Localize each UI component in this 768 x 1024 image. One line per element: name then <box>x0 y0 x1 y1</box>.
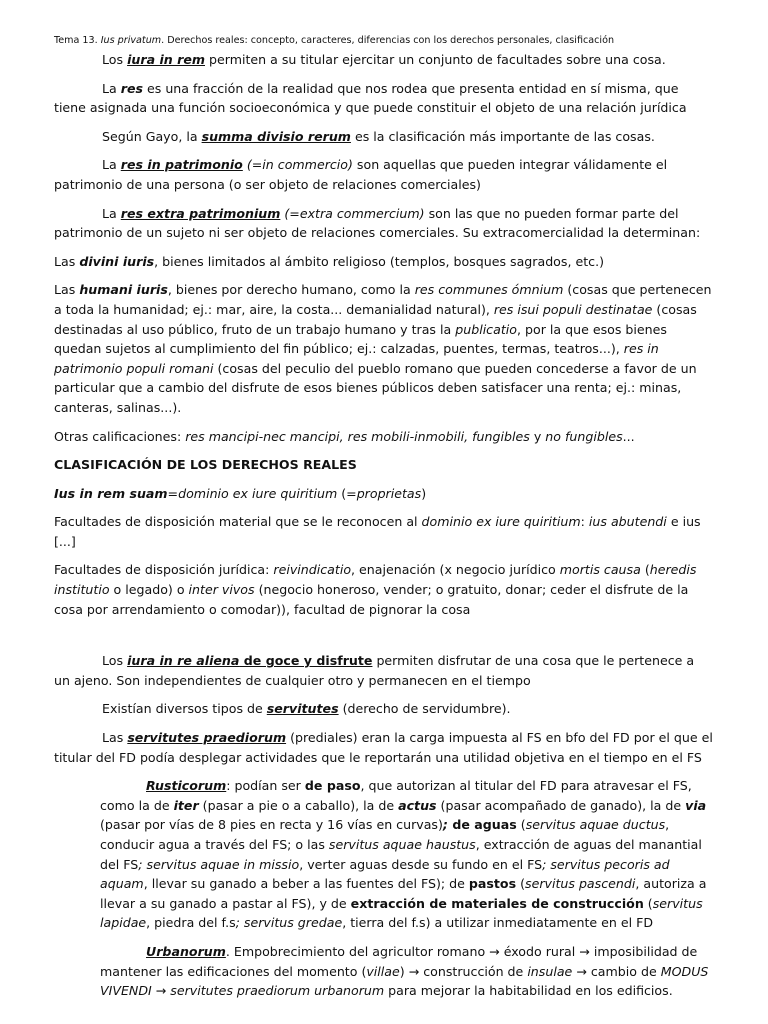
text: es la clasificación más importante de las cosas. <box>350 128 655 144</box>
italic-text: insulae <box>527 963 573 979</box>
term: de goce y disfrute <box>239 653 373 669</box>
italic-text: reivindicatio <box>273 562 352 578</box>
paragraph-rusticorum <box>100 776 714 933</box>
paragraph-res <box>54 79 714 118</box>
italic-text: villae <box>366 963 400 979</box>
italic-text: servitus aquae haustus <box>328 837 476 852</box>
bold-text: de paso <box>304 778 361 794</box>
bold-text: de aguas <box>447 817 517 833</box>
text: , bienes limitados al ámbito religioso (templos, bosques sagrados, etc.) <box>154 253 604 269</box>
text: o legado) o <box>109 582 189 598</box>
text: , bienes por derecho humano, como la <box>167 282 415 298</box>
italic-text: res in patrimonio populi romani <box>54 341 659 376</box>
term: res in patrimonio <box>120 157 243 173</box>
text: (pasar por vías de 8 pies en recta y 16 vías en curvas) <box>100 817 443 833</box>
text: , tierra del f.s) a utilizar inmediatamente en el FD <box>342 915 654 931</box>
term: iura in rem <box>127 52 205 67</box>
text: (derecho de servidumbre). <box>338 701 511 717</box>
text: Según Gayo, la <box>102 128 202 144</box>
italic-text: no fungibles <box>545 428 623 444</box>
text: (pasar a pie o a caballo), la de <box>198 797 399 813</box>
italic-text: =dominio ex iure quiritium <box>167 485 338 501</box>
paragraph-iura-in-re-aliena <box>54 651 714 690</box>
page-header <box>54 34 714 48</box>
italic-text: res isui populi destinatae <box>493 301 653 317</box>
paragraph-humani-iuris <box>54 280 714 417</box>
italic-text: proprietas <box>356 485 422 501</box>
term: iura in re aliena <box>127 653 240 669</box>
text: Existían diversos tipos de <box>102 701 267 717</box>
text: , llevar su ganado a beber a las fuentes del FS); de <box>143 876 469 892</box>
text: (= <box>337 485 357 501</box>
italic-text: ius abutendi <box>588 514 667 530</box>
italic-text: mortis causa <box>559 562 641 578</box>
italic-text: ; servitus pecoris ad aquam <box>100 856 670 892</box>
italic-text: (=extra commercium) <box>280 205 425 221</box>
text: ( <box>516 817 526 833</box>
text: e ius [...] <box>54 514 701 549</box>
paragraph-otras-calificaciones <box>54 427 714 447</box>
text: Facultades de disposición material que se le reconocen al <box>54 514 422 530</box>
italic-text: inter vivos <box>188 582 255 598</box>
header-prefix: Tema 13. <box>54 35 101 46</box>
text: son las que no pueden formar parte del patrimonio de un sujeto ni ser objeto de relaciones comerciales. Su extracomercialidad la determinan: <box>54 205 701 241</box>
bold-text: pastos <box>468 876 517 892</box>
text: ) → construcción de <box>399 963 528 979</box>
text: , piedra del f.s <box>146 915 236 931</box>
italic-text: servitus lapidae <box>100 895 703 931</box>
term: via <box>685 797 707 813</box>
paragraph-res-extra-patrimonium <box>54 204 714 243</box>
italic-text: res communes ómnium <box>414 282 564 298</box>
text: Facultades de disposición jurídica: <box>54 562 274 578</box>
text: (negocio honeroso, vender; o gratuito, donar; ceder el disfrute de la cosa por arrendamiento o comodar)), facultad de pignorar la cosa <box>54 582 689 617</box>
italic-text: ; servitus gredae <box>235 915 343 931</box>
paragraph-divini-iuris <box>54 252 714 272</box>
term: res extra patrimonium <box>120 205 281 221</box>
term: Rusticorum <box>146 778 227 794</box>
text: Las <box>54 282 80 298</box>
italic-text: dominio ex iure quiritium <box>421 514 581 530</box>
text: (prediales) eran la carga impuesta al FS en bfo del FD por el que el titular del FD podía desplegar actividades que le reportarán una utilidad objetiva en el tiempo en el FS <box>54 730 713 765</box>
italic-text: servitus aquae ductus <box>525 817 666 833</box>
text: , por la que esos bienes quedan sujetos al cumplimiento del fin público; ej.: calzadas, puentes, termas, teatros...), <box>54 321 667 357</box>
paragraph-summa-divisio <box>54 127 714 147</box>
italic-text: MODUS VIVENDI <box>100 963 709 999</box>
text: ( <box>516 876 526 892</box>
text: , enajenación (x negocio jurídico <box>351 562 560 578</box>
document-page <box>54 34 714 1001</box>
text: permiten disfrutar de una cosa que le pertenece a un ajeno. Son independientes de cualquier otro y permanecen en el tiempo <box>54 653 695 688</box>
header-rest: . Derechos reales: concepto, caracteres, diferencias con los derechos personales, clasificación <box>161 35 615 46</box>
bold-text: extracción de materiales de construcción <box>350 895 644 911</box>
paragraph-disposicion-material <box>54 512 714 551</box>
text: . Empobrecimiento del agricultor romano → éxodo rural → imposibilidad de mantener las edificaciones del momento ( <box>100 943 698 979</box>
term: iter <box>173 797 199 813</box>
term: servitutes <box>266 701 339 717</box>
paragraph-disposicion-juridica <box>54 560 714 619</box>
text: , conducir agua a través del FS; o las <box>100 817 670 852</box>
term: summa divisio rerum <box>201 128 351 144</box>
italic-text: (=in commercio) <box>242 157 353 173</box>
text: Las <box>102 730 128 746</box>
italic-text: res mancipi-nec mancipi, res mobili-inmobili, fungibles <box>185 428 530 444</box>
text: (cosas destinadas al uso público, fruto de un trabajo humano y tras la <box>54 301 697 337</box>
italic-text: ; servitus aquae in missio <box>138 856 300 872</box>
paragraph-iura-in-rem <box>54 50 714 70</box>
text: , que autorizan al titular del FD para atravesar el FS, como la de <box>100 778 692 813</box>
text: permiten a su titular ejercitar un conjunto de facultades sobre una cosa. <box>205 52 666 67</box>
text: (cosas que pertenecen a toda la humanidad; ej.: mar, aire, la costa... demanialidad natural), <box>54 282 712 317</box>
paragraph-res-in-patrimonio <box>54 155 714 194</box>
italic-text: servitus pascendi <box>525 876 636 892</box>
text: para mejorar la habitabilidad en los edificios. <box>384 983 673 999</box>
term: divini iuris <box>79 253 155 269</box>
term: res <box>120 80 143 96</box>
text: (pasar acompañado de ganado), la de <box>436 797 686 813</box>
paragraph-servitutes <box>54 699 714 719</box>
text: ) <box>421 485 427 501</box>
text: es una fracción de la realidad que nos rodea que presenta entidad en sí misma, que tiene asignada una función socioeconómica y que puede constituir el objeto de una relación jurídica <box>54 80 687 116</box>
text: , extracción de aguas del manantial del FS <box>100 837 702 872</box>
text: Los <box>102 653 128 669</box>
text: Las <box>54 253 80 269</box>
text: , autoriza a llevar a su ganado a pastar al FS), y de <box>100 876 707 911</box>
text: : <box>580 514 589 530</box>
section-heading: CLASIFICACIÓN DE LOS DERECHOS REALES <box>54 457 357 473</box>
paragraph-servitutes-praediorum <box>54 728 714 767</box>
text: : podían ser <box>226 778 305 794</box>
term: Urbanorum <box>146 943 226 959</box>
text: ( <box>643 895 653 911</box>
text: Los <box>102 52 128 67</box>
italic-text: → servitutes praediorum urbanorum <box>151 983 385 999</box>
text: son aquellas que pueden integrar válidamente el patrimonio de una persona (o ser objeto de relaciones comerciales) <box>54 157 668 192</box>
paragraph-urbanorum <box>100 942 714 1001</box>
term: actus <box>398 797 437 813</box>
text: y <box>529 428 546 444</box>
text: → cambio de <box>572 963 661 979</box>
text: La <box>102 205 121 221</box>
text: ( <box>640 562 650 578</box>
text: La <box>102 157 121 173</box>
term: humani iuris <box>79 282 168 298</box>
term: servitutes praediorum <box>127 730 287 746</box>
italic-text: publicatio <box>455 321 517 337</box>
paragraph-ius-in-rem-suam <box>54 484 714 504</box>
bold-text: ; <box>442 817 448 833</box>
text: ... <box>622 428 635 444</box>
text: Otras calificaciones: <box>54 428 186 444</box>
text: , verter aguas desde su fundo en el FS <box>299 856 543 872</box>
text: La <box>102 80 121 96</box>
italic-text: heredis institutio <box>54 562 697 598</box>
term: Ius in rem suam <box>54 485 168 501</box>
header-title-italic: Ius privatum <box>100 35 162 46</box>
text: (cosas del peculio del pueblo romano que pueden concederse a favor de un particular que a cambio del disfrute de esos bienes públicos deben satisfacer una renta; ej.: minas, canteras, salinas...). <box>54 360 697 415</box>
